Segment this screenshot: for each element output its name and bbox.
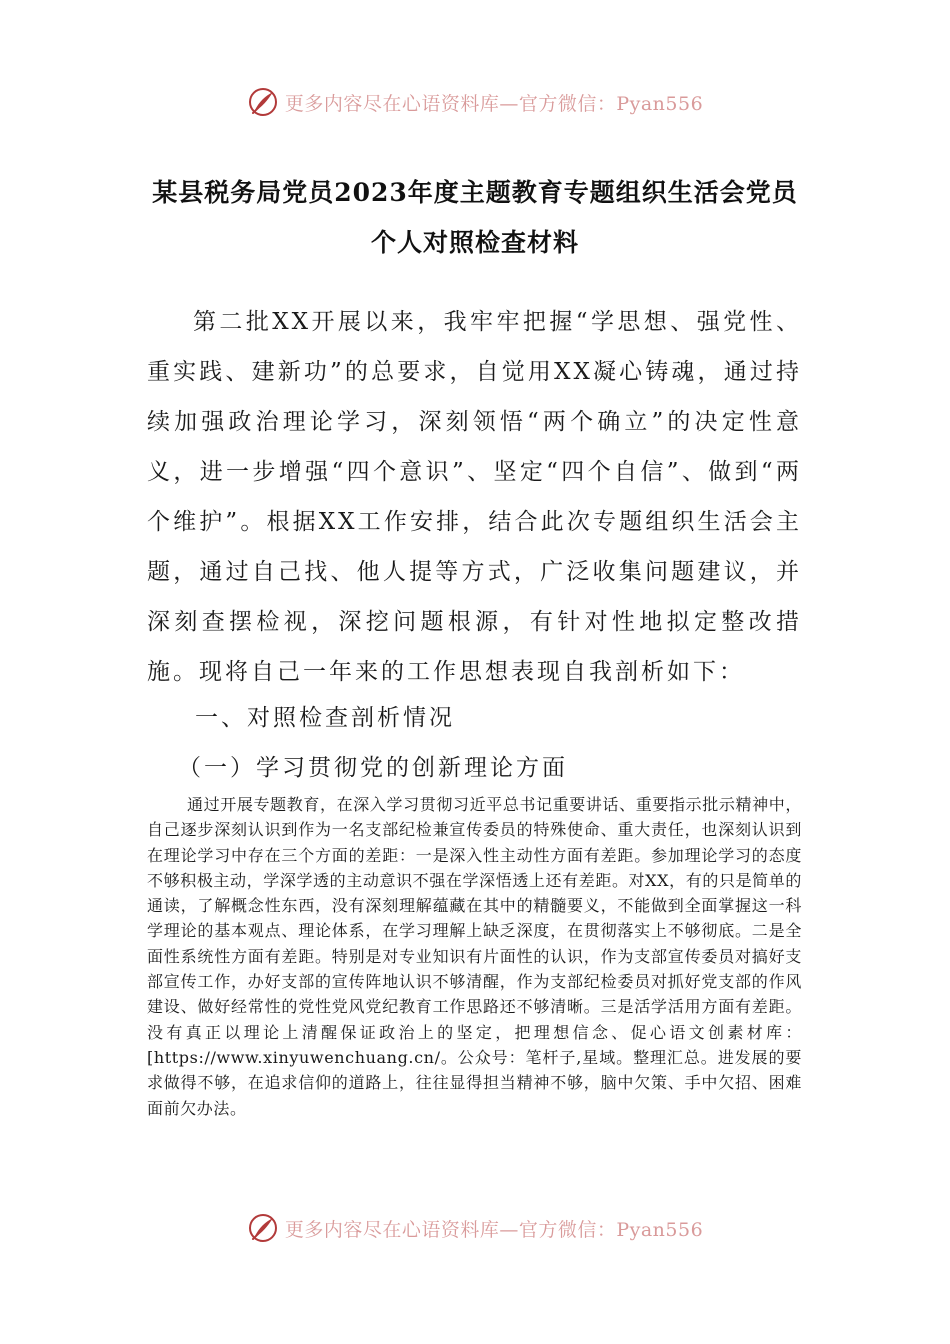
subsection-paragraph: 通过开展专题教育，在深入学习贯彻习近平总书记重要讲话、重要指示批示精神中，自己逐步深刻认识到作为一名支部纪检兼宣传委员的特殊使命、重大责任，也深刻认识到在理论学习中存在三个方面的差距：一是深入性主动性方面有差距。参加理论学习的态度不够积极主动，学深学透的主动意识不强在学深悟透上还有差距。对XX，有的只是简单的通读，了解概念性东西，没有深刻理解蕴藏在其中的精髓要义，不能做到全面掌握这一科学理论的基本观点、理论体系，在学习理解上缺乏深度，在贯彻落实上不够彻底。二是全面性系统性方面有差距。特别是对专业知识有片面性的认识，作为支部宣传委员对搞好支部宣传工作，办好支部的宣传阵地认识不够清醒，作为支部纪检委员对抓好党支部的作风建设、做好经常性的党性党风党纪教育工作思路还不够清晰。三是活学活用方面有差距。没有真正以理论上清醒保证政治上的坚定，把理想信念、促心语文创素材库：[https://www.xinyuwenchuang.cn/。公众号：笔杆子,星域。整理汇总。进发展的要求做得不够，在追求信仰的道路上，往往显得担当精神不够，脑中欠策、手中欠招、困难面前欠办法。 (147, 795, 802, 1118)
footer-banner (0, 1208, 950, 1248)
document-title: 某县税务局党员2023年度主题教育专题组织生活会党员个人对照检查材料 (152, 178, 798, 257)
subsection-body-block (147, 792, 802, 1121)
quill-logo-icon (247, 86, 279, 118)
intro-block (147, 297, 802, 697)
subsection-heading: （一）学习贯彻党的创新理论方面 (178, 755, 568, 781)
header-banner (0, 82, 950, 122)
section-heading: 一、对照检查剖析情况 (195, 705, 455, 731)
banner-text: 更多内容尽在心语资料库—官方微信：Pyan556 (284, 1218, 704, 1241)
quill-logo-icon (247, 1212, 279, 1244)
intro-paragraph: 第二批XX开展以来，我牢牢把握“学思想、强党性、重实践、建新功”的总要求，自觉用XX凝心铸魂，通过持续加强政治理论学习，深刻领悟“两个确立”的决定性意义，进一步增强“四个意识”、坚定“四个自信”、做到“两个维护”。根据XX工作安排，结合此次专题组织生活会主题，通过自己找、他人提等方式，广泛收集问题建议，并深刻查摆检视，深挖问题根源，有针对性地拟定整改措施。现将自己一年来的工作思想表现自我剖析如下： (147, 309, 802, 685)
banner-text: 更多内容尽在心语资料库—官方微信：Pyan556 (284, 92, 704, 115)
